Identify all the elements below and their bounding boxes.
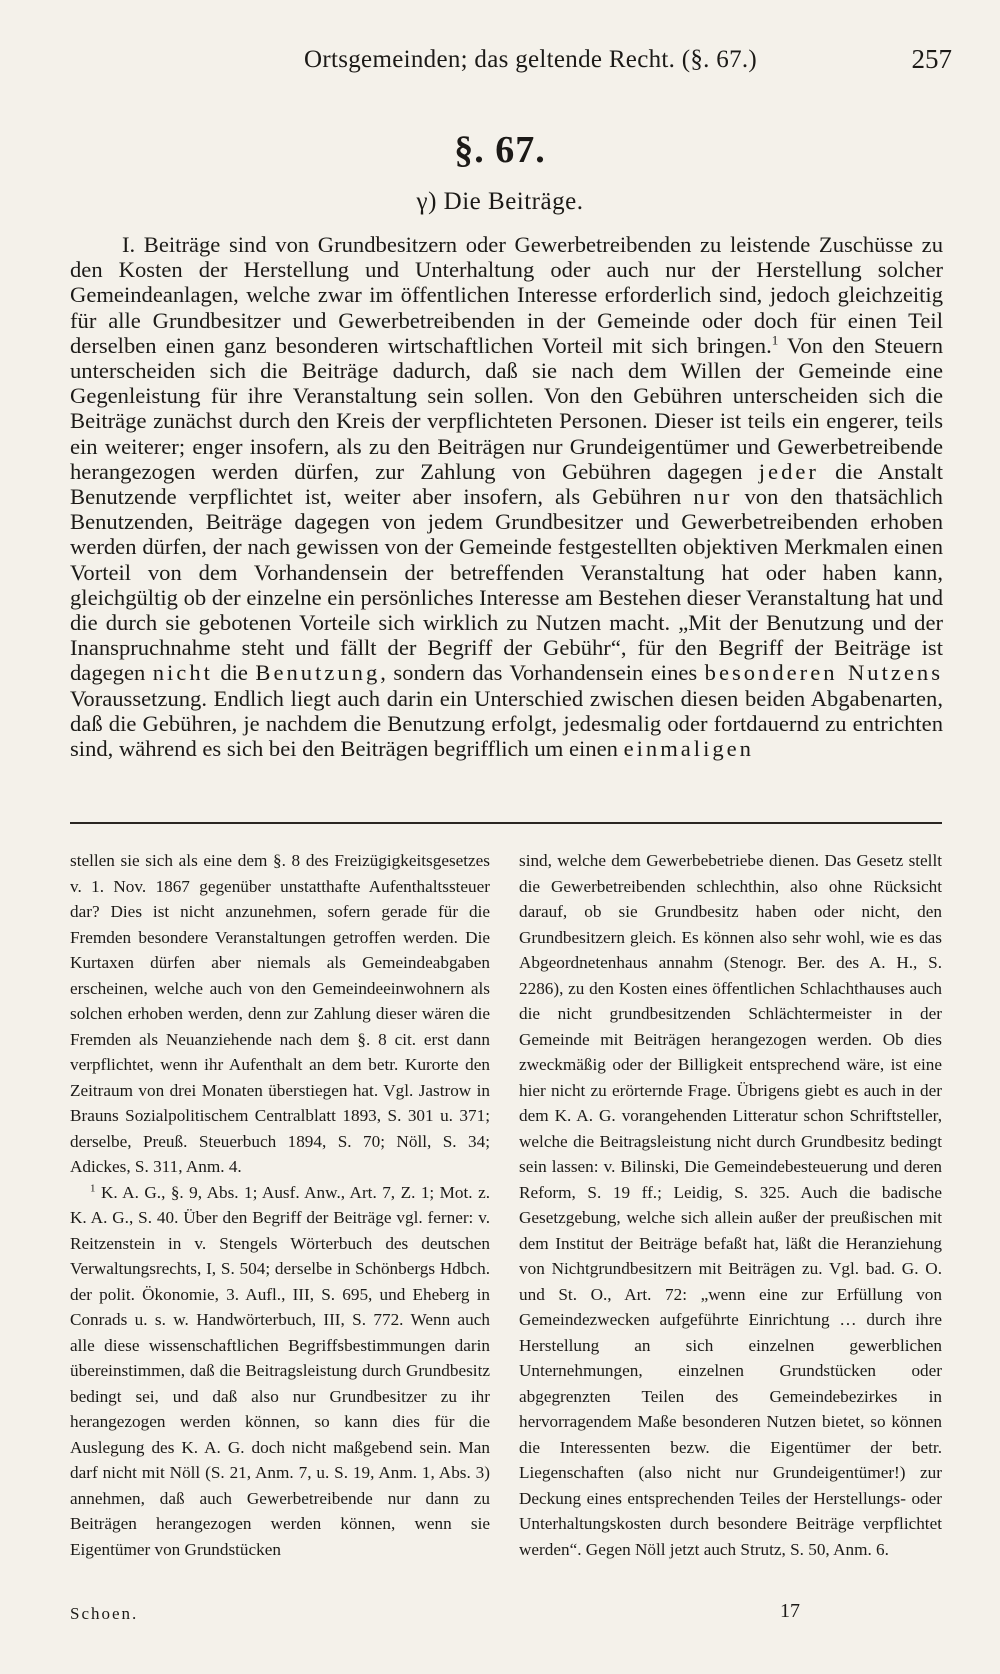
page-number: 257 xyxy=(911,44,952,74)
main-text-part: , sondern das Vorhandensein eines xyxy=(380,660,705,686)
footnote-1-text: K. A. G., §. 9, Abs. 1; Ausf. Anw., Art. 7, Z. 1; Mot. z. K. A. G., S. 40. Über den Begriff der Beiträge vgl. ferner: v. Reitzenstein in v. Stengels Wörterbuch des deutschen Verwaltungsrechts, I, S. 504; derselbe in Schönbergs Hdbch. der polit. Ökonomie, 3. Aufl., III, S. 695, und Eheberg in Conrads u. s. w. Handwörterbuch, III, S. 772. Wenn auch alle diese wissenschaftlichen Begriffsbestimmungen darin übereinstimmen, daß die Beitragsleistung durch Grundbesitz bedingt sei, und daß also nur Grundbesitzer zu ihr herangezogen werden können, so kann dies für die Auslegung des K. A. G. doch nicht maßgebend sein. Man darf nicht mit Nöll (S. 21, Anm. 7, u. S. 19, Anm. 1, Abs. 3) annehmen, daß auch Gewerbetreibende nur dann zu Beiträgen herangezogen werden können, wenn sie Eigentümer von Grundstücken xyxy=(70,1182,490,1559)
main-text-part: die xyxy=(212,660,256,686)
running-title: Ortsgemeinden; das geltende Recht. (§. 67.) xyxy=(304,46,758,73)
emphasis-benutzung: Benutzung xyxy=(255,660,381,686)
section-title: γ) Die Beiträge. xyxy=(416,188,584,215)
main-text-part: von den thatsächlich Benutzenden, Beiträge dagegen von jedem Grundbesitzer und Gewerbetreibenden erhoben werden dürfen, der nach gewissen von der Gemeinde festgestellten objektiven Merkmalen einen Vorteil von dem Vorhandensein der betreffenden Veranstaltung hat oder haben kann, gleichgültig ob der einzelne ein persönliches Interesse am Bestehen dieser Veranstaltung hat und die durch sie gebotenen Vorteile sich wirklich zu Nutzen macht. „Mit der Benutzung und der Inanspruchnahme steht und fällt der Begriff der Gebühr“, für den Begriff der Beiträge ist dagegen xyxy=(70,484,943,686)
footnote-1-number: 1 xyxy=(90,1181,96,1194)
main-text-part: I. Beiträge sind von Grundbesitzern oder Gewerbetreibenden zu leistende Zuschüsse zu den Kosten der Herstellung und Unterhaltung oder auch nur der Herstellung solcher Gemeindeanlagen, welche zwar im öffentlichen Interesse erforderlich sind, jedoch gleichzeitig für alle Grundbesitzer und Gewerbetreibenden in der Gemeinde oder doch für einen Teil derselben einen ganz besonderen wirtschaftlichen Vorteil mit sich bringen. xyxy=(70,232,943,358)
footnote-1 xyxy=(70,1180,490,1563)
emphasis-jeder: jeder xyxy=(758,458,819,484)
emphasis-nur: nur xyxy=(693,484,733,510)
main-paragraph xyxy=(70,232,943,761)
sheet-number: 17 xyxy=(780,1600,800,1622)
main-text-part: die Anstalt Benutzende verpflichtet ist, weiter aber insofern, als Gebühren xyxy=(70,458,943,510)
emphasis-nicht: nicht xyxy=(152,660,213,686)
emphasis-besonderen-nutzens: besonderen Nutzens xyxy=(704,660,943,686)
footnote-continuation: stellen sie sich als eine dem §. 8 des Freizügigkeitsgesetzes v. 1. Nov. 1867 gegenüber unstatthafte Aufenthaltssteuer dar? Dies ist nicht anzunehmen, sofern gerade für die Fremden besondere Veranstaltungen getroffen werden. Die Kurtaxen dürfen aber niemals als Gemeindeabgaben erscheinen, welche auch von den Gemeindeeinwohnern als solchen erhoben werden, denn zur Zahlung dieser wären die Fremden als Neuanziehende nach dem §. 8 cit. erst dann verpflichtet, wenn ihr Aufenthalt an dem betr. Kurorte den Zeitraum von drei Monaten überstiegen hat. Vgl. Jastrow in Brauns Sozialpolitischem Centralblatt 1893, S. 301 u. 371; derselbe, Preuß. Steuerbuch 1894, S. 70; Nöll, S. 34; Adickes, S. 311, Anm. 4. xyxy=(70,851,490,1176)
main-text-part: Von den Steuern unterscheiden sich die Beiträge dadurch, daß sie nach dem Willen der Gemeinde eine Gegenleistung für ihre Veranstaltung sein sollen. Von den Gebühren unterscheiden sich die Beiträge zunächst durch den Kreis der verpflichteten Personen. Dieser ist teils ein engerer, teils ein weiterer; enger insofern, als zu den Beiträgen nur Grundeigentümer und Gewerbetreibende herangezogen werden dürfen, zur Zahlung von Gebühren dagegen xyxy=(70,332,943,484)
printer-signature: Schoen. xyxy=(70,1604,139,1623)
footnotes-right-column xyxy=(519,848,942,1562)
section-number: §. 67. xyxy=(454,129,546,171)
running-header xyxy=(70,40,960,80)
main-text-part: Voraussetzung. Endlich liegt auch darin ein Unterschied zwischen diesen beiden Abgabenarten, daß die Gebühren, je nachdem die Benutzung erfolgt, jedesmalig oder fortdauernd zu entrichten sind, während es sich bei den Beiträgen begrifflich um einen xyxy=(70,685,943,762)
footnote-ref: 1 xyxy=(771,332,779,348)
footnote-1-continued: sind, welche dem Gewerbebetriebe dienen. Das Gesetz stellt die Gewerbetreibenden schlechthin, also ohne Rücksicht darauf, ob sie Grundbesitz haben oder nicht, den Grundbesitzern gleich. Es können also sehr wohl, wie es das Abgeordnetenhaus annahm (Stenogr. Ber. des A. H., S. 2286), zu den Kosten eines öffentlichen Schlachthauses auch die nicht grundbesitzenden Schlächtermeister in der Gemeinde mit Beiträgen herangezogen werden. Ob dies zweckmäßig oder der Billigkeit entsprechend wäre, ist eine hier nicht zu erörternde Frage. Übrigens giebt es auch in der dem K. A. G. vorangehenden Litteratur schon Schriftsteller, welche die Beitragsleistung nicht durch Grundbesitz bedingt sein lassen: v. Bilinski, Die Gemeindebesteuerung und deren Reform, S. 19 ff.; Leidig, S. 325. Auch die badische Gesetzgebung, welche sich allein außer der preußischen mit dem Institut der Beiträge befaßt hat, läßt die Heranziehung von Nichtgrundbesitzern mit Beiträgen zu. Vgl. bad. G. O. und St. O., Art. 72: „wenn eine zur Erfüllung von Gemeindezwecken aufgeführte Einrichtung … durch ihre Herstellung an sich einzelnen gewerblichen Unternehmungen, einzelnen Grundstücken oder abgegrenzten Teilen des Gemeindebezirkes in hervorragendem Maße besonderen Nutzen bietet, so können die Interessenten bezw. die Eigentümer der betr. Liegenschaften (also nicht nur Grundeigentümer!) zur Deckung eines entsprechenden Teiles der Herstellungs- oder Unterhaltungskosten durch besondere Beiträge verpflichtet werden“. Gegen Nöll jetzt auch Strutz, S. 50, Anm. 6. xyxy=(519,851,942,1559)
footnote-divider xyxy=(70,822,942,824)
footnotes-left-column xyxy=(70,848,490,1562)
emphasis-einmaligen: einmaligen xyxy=(623,736,754,762)
